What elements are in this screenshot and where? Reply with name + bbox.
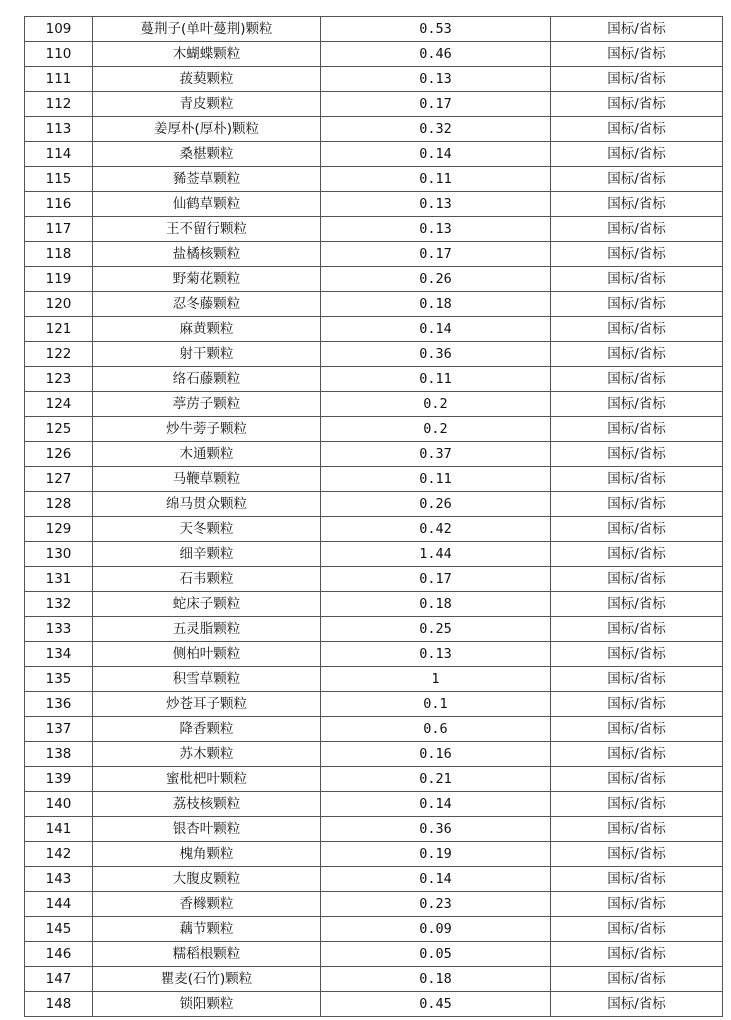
item-standard: 国标/省标: [551, 742, 723, 767]
item-name: 五灵脂颗粒: [93, 617, 321, 642]
table-row: [25, 517, 723, 542]
item-name: 荔枝核颗粒: [93, 792, 321, 817]
item-name: 糯稻根颗粒: [93, 942, 321, 967]
item-price: 0.14: [321, 317, 551, 342]
item-standard: 国标/省标: [551, 217, 723, 242]
item-standard: 国标/省标: [551, 692, 723, 717]
item-price: 0.45: [321, 992, 551, 1017]
row-number: 117: [25, 217, 93, 242]
table-row: [25, 817, 723, 842]
item-standard: 国标/省标: [551, 317, 723, 342]
table-row: [25, 367, 723, 392]
item-standard: 国标/省标: [551, 967, 723, 992]
table-row: [25, 467, 723, 492]
row-number: 128: [25, 492, 93, 517]
row-number: 124: [25, 392, 93, 417]
item-price: 0.42: [321, 517, 551, 542]
table-row: [25, 317, 723, 342]
row-number: 119: [25, 267, 93, 292]
item-name: 锁阳颗粒: [93, 992, 321, 1017]
item-standard: 国标/省标: [551, 917, 723, 942]
item-price: 0.26: [321, 492, 551, 517]
table-row: [25, 567, 723, 592]
item-name: 石韦颗粒: [93, 567, 321, 592]
item-price: 0.18: [321, 967, 551, 992]
item-standard: 国标/省标: [551, 817, 723, 842]
item-name: 苏木颗粒: [93, 742, 321, 767]
item-standard: 国标/省标: [551, 267, 723, 292]
row-number: 116: [25, 192, 93, 217]
item-name: 香橼颗粒: [93, 892, 321, 917]
item-price: 0.36: [321, 817, 551, 842]
row-number: 133: [25, 617, 93, 642]
item-price: 0.16: [321, 742, 551, 767]
table-row: [25, 92, 723, 117]
table-row: [25, 742, 723, 767]
item-price: 0.13: [321, 642, 551, 667]
table-row: [25, 667, 723, 692]
table-row: [25, 867, 723, 892]
item-name: 豨莶草颗粒: [93, 167, 321, 192]
table-row: [25, 892, 723, 917]
row-number: 145: [25, 917, 93, 942]
item-standard: 国标/省标: [551, 667, 723, 692]
item-standard: 国标/省标: [551, 417, 723, 442]
row-number: 111: [25, 67, 93, 92]
item-price: 0.05: [321, 942, 551, 967]
table-row: [25, 192, 723, 217]
item-price: 0.18: [321, 592, 551, 617]
item-price: 0.17: [321, 242, 551, 267]
item-price: 0.2: [321, 392, 551, 417]
item-name: 槐角颗粒: [93, 842, 321, 867]
row-number: 131: [25, 567, 93, 592]
table-row: [25, 442, 723, 467]
table-row: [25, 967, 723, 992]
item-name: 绵马贯众颗粒: [93, 492, 321, 517]
item-standard: 国标/省标: [551, 117, 723, 142]
table-row: [25, 142, 723, 167]
price-table-body: [25, 17, 723, 1017]
row-number: 113: [25, 117, 93, 142]
table-row: [25, 792, 723, 817]
item-price: 0.18: [321, 292, 551, 317]
table-row: [25, 617, 723, 642]
table-row: [25, 917, 723, 942]
row-number: 120: [25, 292, 93, 317]
table-row: [25, 417, 723, 442]
item-standard: 国标/省标: [551, 942, 723, 967]
item-standard: 国标/省标: [551, 717, 723, 742]
item-price: 0.11: [321, 167, 551, 192]
item-name: 藕节颗粒: [93, 917, 321, 942]
item-standard: 国标/省标: [551, 617, 723, 642]
table-row: [25, 67, 723, 92]
row-number: 121: [25, 317, 93, 342]
item-standard: 国标/省标: [551, 142, 723, 167]
item-name: 炒苍耳子颗粒: [93, 692, 321, 717]
document-page: [24, 16, 722, 1017]
item-name: 野菊花颗粒: [93, 267, 321, 292]
row-number: 127: [25, 467, 93, 492]
item-price: 0.46: [321, 42, 551, 67]
table-row: [25, 42, 723, 67]
item-name: 瞿麦(石竹)颗粒: [93, 967, 321, 992]
item-standard: 国标/省标: [551, 67, 723, 92]
item-price: 0.21: [321, 767, 551, 792]
table-row: [25, 592, 723, 617]
item-price: 0.09: [321, 917, 551, 942]
row-number: 141: [25, 817, 93, 842]
item-price: 0.14: [321, 867, 551, 892]
row-number: 135: [25, 667, 93, 692]
row-number: 122: [25, 342, 93, 367]
item-name: 降香颗粒: [93, 717, 321, 742]
item-price: 0.17: [321, 92, 551, 117]
row-number: 130: [25, 542, 93, 567]
item-standard: 国标/省标: [551, 292, 723, 317]
item-standard: 国标/省标: [551, 767, 723, 792]
table-row: [25, 167, 723, 192]
item-standard: 国标/省标: [551, 242, 723, 267]
table-row: [25, 492, 723, 517]
item-name: 炒牛蒡子颗粒: [93, 417, 321, 442]
item-standard: 国标/省标: [551, 567, 723, 592]
item-name: 麻黄颗粒: [93, 317, 321, 342]
item-standard: 国标/省标: [551, 517, 723, 542]
item-name: 射干颗粒: [93, 342, 321, 367]
item-price: 0.53: [321, 17, 551, 42]
row-number: 140: [25, 792, 93, 817]
item-price: 0.37: [321, 442, 551, 467]
item-standard: 国标/省标: [551, 642, 723, 667]
item-standard: 国标/省标: [551, 842, 723, 867]
price-table: [24, 16, 723, 1017]
item-price: 0.25: [321, 617, 551, 642]
row-number: 137: [25, 717, 93, 742]
item-name: 盐橘核颗粒: [93, 242, 321, 267]
item-name: 菝葜颗粒: [93, 67, 321, 92]
table-row: [25, 942, 723, 967]
row-number: 125: [25, 417, 93, 442]
row-number: 114: [25, 142, 93, 167]
row-number: 144: [25, 892, 93, 917]
row-number: 146: [25, 942, 93, 967]
item-standard: 国标/省标: [551, 867, 723, 892]
item-name: 姜厚朴(厚朴)颗粒: [93, 117, 321, 142]
item-standard: 国标/省标: [551, 492, 723, 517]
item-name: 桑椹颗粒: [93, 142, 321, 167]
item-price: 0.23: [321, 892, 551, 917]
table-row: [25, 842, 723, 867]
item-standard: 国标/省标: [551, 367, 723, 392]
table-row: [25, 717, 723, 742]
item-standard: 国标/省标: [551, 17, 723, 42]
item-price: 0.11: [321, 367, 551, 392]
item-name: 蜜枇杷叶颗粒: [93, 767, 321, 792]
row-number: 139: [25, 767, 93, 792]
item-name: 仙鹤草颗粒: [93, 192, 321, 217]
row-number: 118: [25, 242, 93, 267]
table-row: [25, 292, 723, 317]
item-price: 0.6: [321, 717, 551, 742]
row-number: 112: [25, 92, 93, 117]
item-standard: 国标/省标: [551, 92, 723, 117]
table-row: [25, 542, 723, 567]
table-row: [25, 267, 723, 292]
row-number: 123: [25, 367, 93, 392]
item-standard: 国标/省标: [551, 192, 723, 217]
item-standard: 国标/省标: [551, 442, 723, 467]
row-number: 126: [25, 442, 93, 467]
item-standard: 国标/省标: [551, 342, 723, 367]
item-price: 0.14: [321, 142, 551, 167]
table-row: [25, 642, 723, 667]
item-standard: 国标/省标: [551, 167, 723, 192]
item-price: 0.19: [321, 842, 551, 867]
item-name: 积雪草颗粒: [93, 667, 321, 692]
item-price: 0.11: [321, 467, 551, 492]
row-number: 115: [25, 167, 93, 192]
table-row: [25, 242, 723, 267]
item-standard: 国标/省标: [551, 792, 723, 817]
item-price: 0.13: [321, 192, 551, 217]
item-price: 0.13: [321, 217, 551, 242]
item-name: 大腹皮颗粒: [93, 867, 321, 892]
row-number: 147: [25, 967, 93, 992]
item-standard: 国标/省标: [551, 992, 723, 1017]
item-price: 0.14: [321, 792, 551, 817]
table-row: [25, 217, 723, 242]
row-number: 143: [25, 867, 93, 892]
item-price: 0.26: [321, 267, 551, 292]
item-name: 青皮颗粒: [93, 92, 321, 117]
table-row: [25, 767, 723, 792]
item-standard: 国标/省标: [551, 892, 723, 917]
item-name: 蛇床子颗粒: [93, 592, 321, 617]
item-standard: 国标/省标: [551, 592, 723, 617]
item-standard: 国标/省标: [551, 42, 723, 67]
table-row: [25, 342, 723, 367]
item-name: 葶苈子颗粒: [93, 392, 321, 417]
table-row: [25, 17, 723, 42]
item-name: 细辛颗粒: [93, 542, 321, 567]
item-name: 忍冬藤颗粒: [93, 292, 321, 317]
item-name: 马鞭草颗粒: [93, 467, 321, 492]
row-number: 148: [25, 992, 93, 1017]
item-name: 侧柏叶颗粒: [93, 642, 321, 667]
item-standard: 国标/省标: [551, 542, 723, 567]
table-row: [25, 392, 723, 417]
item-standard: 国标/省标: [551, 392, 723, 417]
item-price: 0.13: [321, 67, 551, 92]
row-number: 129: [25, 517, 93, 542]
row-number: 110: [25, 42, 93, 67]
item-name: 王不留行颗粒: [93, 217, 321, 242]
row-number: 109: [25, 17, 93, 42]
row-number: 134: [25, 642, 93, 667]
item-price: 1.44: [321, 542, 551, 567]
item-standard: 国标/省标: [551, 467, 723, 492]
row-number: 138: [25, 742, 93, 767]
item-price: 0.2: [321, 417, 551, 442]
item-name: 银杏叶颗粒: [93, 817, 321, 842]
item-price: 0.36: [321, 342, 551, 367]
item-name: 木蝴蝶颗粒: [93, 42, 321, 67]
table-row: [25, 692, 723, 717]
table-row: [25, 117, 723, 142]
table-row: [25, 992, 723, 1017]
row-number: 142: [25, 842, 93, 867]
item-price: 0.1: [321, 692, 551, 717]
item-price: 0.32: [321, 117, 551, 142]
row-number: 136: [25, 692, 93, 717]
row-number: 132: [25, 592, 93, 617]
item-name: 络石藤颗粒: [93, 367, 321, 392]
item-name: 天冬颗粒: [93, 517, 321, 542]
item-name: 蔓荆子(单叶蔓荆)颗粒: [93, 17, 321, 42]
item-price: 1: [321, 667, 551, 692]
item-price: 0.17: [321, 567, 551, 592]
item-name: 木通颗粒: [93, 442, 321, 467]
